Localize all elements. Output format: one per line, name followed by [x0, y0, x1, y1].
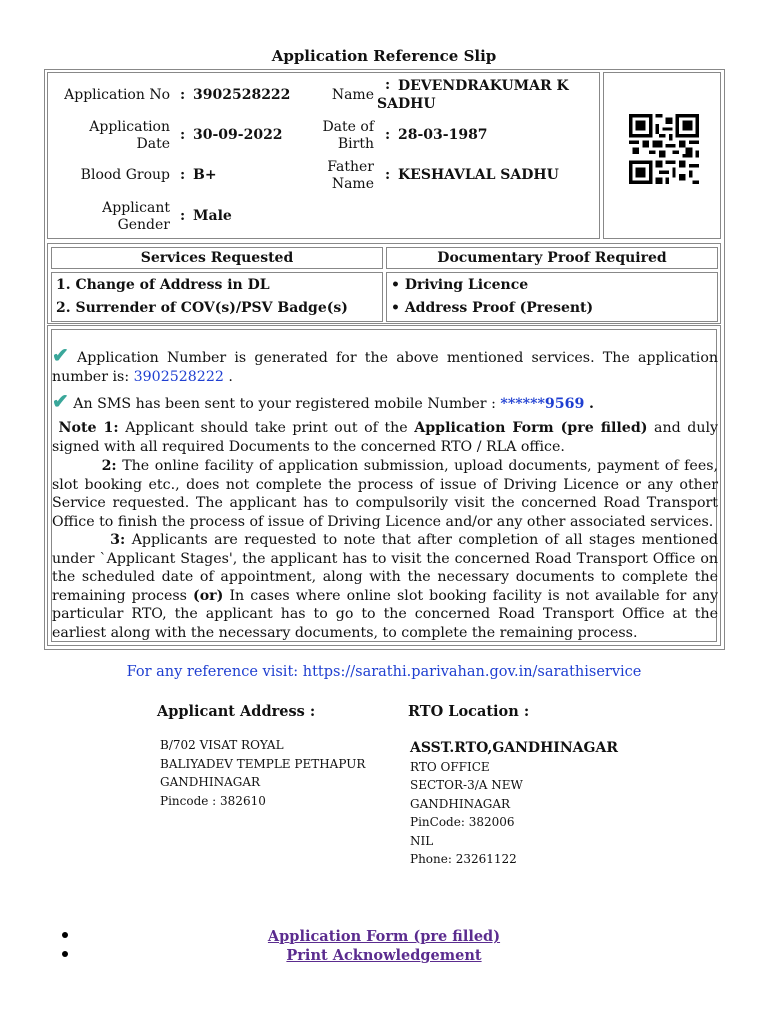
- note-1: Note 1: Applicant should take print out of the Application Form (pre filled) and duly signed with all required Documents to the concerned RTO / RLA office.: [52, 420, 719, 455]
- sms-message: ✔ An SMS has been sent to your registered mobile Number : ******9569 .: [52, 389, 594, 413]
- reference-link-text: For any reference visit: https://sarathi.parivahan.gov.in/sarathiservice: [126, 664, 642, 680]
- bullet-icon: [62, 932, 68, 938]
- father-name-value: KESHAVLAL SADHU: [398, 167, 559, 183]
- application-form-mention: Application Form (pre filled): [414, 420, 648, 436]
- checkmark-icon: ✔: [52, 343, 69, 367]
- father-name-label: Father Name: [327, 159, 374, 192]
- services-cell: [51, 272, 383, 322]
- services-table: [47, 243, 721, 324]
- qr-code-icon: [629, 113, 699, 185]
- proof-header: Documentary Proof Required: [386, 247, 718, 269]
- colon: :: [385, 127, 391, 143]
- checkmark-icon: ✔: [52, 389, 69, 413]
- note-3: 3: Applicants are requested to note that after completion of all stages mentioned under `Applicant Stages', the applicant has to visit the concerned Road Transport Office on the scheduled date of appointment, along with the necessary documents to complete the remaining process (or) In cases where online slot booking facility is not available for any particular RTO, the applicant has to go to the concerned Road Transport Office at the earliest along with the necessary documents, to complete the remaining process.: [52, 532, 718, 641]
- dob-label: Date of Birth: [322, 119, 374, 152]
- application-form-link[interactable]: Application Form (pre filled): [267, 928, 501, 945]
- proof-item: • Driving Licence: [391, 277, 529, 293]
- bullet-icon: [62, 951, 68, 957]
- application-no-value: 3902528222: [193, 87, 291, 103]
- applicant-address-heading: Applicant Address :: [157, 703, 316, 720]
- proof-cell: [386, 272, 718, 322]
- service-item: 1. Change of Address in DL: [56, 277, 270, 293]
- rto-location-heading: RTO Location :: [408, 703, 530, 720]
- application-date-label: Application Date: [89, 119, 170, 152]
- note-2: 2: The online facility of application submission, upload documents, payment of fees, slot booking etc., does not complete the process of issue of Driving Licence or any other Service requested. The applicant has to compulsorily visit the concerned Road Transport Office to finish the process of issue of Driving Licence and/or any other associated services.: [52, 458, 718, 530]
- proof-item: • Address Proof (Present): [391, 300, 594, 316]
- name-label: Name: [331, 87, 374, 103]
- applicant-address: B/702 VISAT ROYAL BALIYADEV TEMPLE PETHAPUR GANDHINAGAR Pincode : 382610: [160, 738, 366, 808]
- qr-panel: [603, 72, 721, 239]
- name-value-line1: DEVENDRAKUMAR K: [398, 78, 569, 94]
- application-number-highlight: 3902528222: [133, 368, 224, 385]
- name-value-line2: SADHU: [377, 96, 436, 112]
- colon: :: [180, 167, 186, 183]
- application-date-value: 30-09-2022: [193, 127, 283, 143]
- colon: :: [180, 208, 186, 224]
- colon: :: [180, 87, 186, 103]
- service-item: 2. Surrender of COV(s)/PSV Badge(s): [56, 300, 348, 316]
- print-acknowledgement-link[interactable]: Print Acknowledgement: [286, 947, 482, 964]
- colon: :: [385, 167, 391, 183]
- application-no-label: Application No: [64, 87, 170, 103]
- gender-label: Applicant Gender: [102, 200, 170, 233]
- list-item: [0, 928, 768, 947]
- action-links: [0, 928, 768, 966]
- services-header: Services Requested: [51, 247, 383, 269]
- colon: :: [180, 127, 186, 143]
- gender-value: Male: [193, 208, 232, 224]
- colon: :: [385, 77, 391, 93]
- blood-group-value: B+: [193, 167, 217, 183]
- notes-panel: [47, 325, 721, 646]
- mobile-number-highlight: ******9569: [500, 396, 585, 412]
- rto-name: ASST.RTO,GANDHINAGAR: [410, 740, 618, 756]
- list-item: [0, 947, 768, 966]
- rto-location: ASST.RTO,GANDHINAGAR RTO OFFICE SECTOR-3/A NEW GANDHINAGAR PinCode: 382006 NIL Phone: 23261122: [410, 740, 618, 866]
- application-number-message: ✔ Application Number is generated for the above mentioned services. The application number is: 3902528222 .: [52, 343, 718, 385]
- dob-value: 28-03-1987: [398, 127, 488, 143]
- slip-title: Application Reference Slip: [271, 47, 497, 65]
- blood-group-label: Blood Group: [80, 167, 170, 183]
